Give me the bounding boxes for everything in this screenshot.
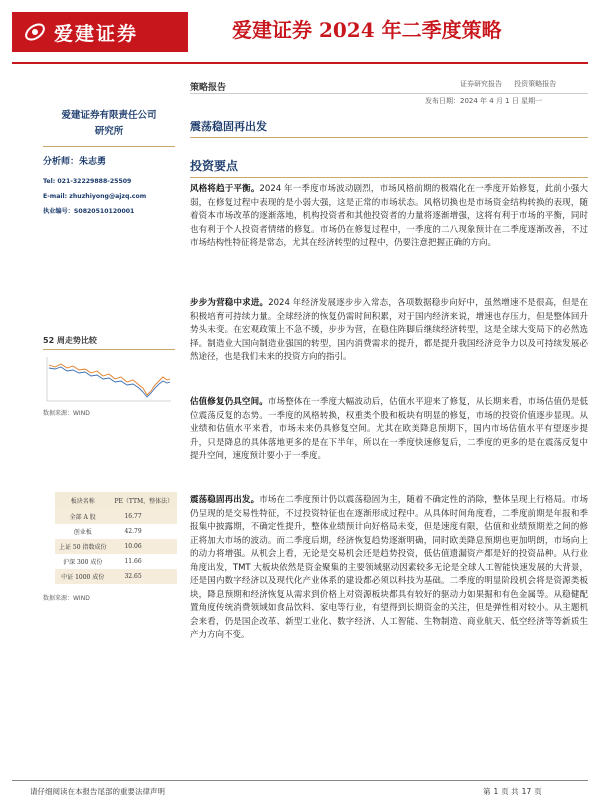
paragraph-lead: 震荡稳固再出发。 — [190, 495, 260, 505]
legal-disclaimer-link[interactable]: 请仔细阅读在本报告尾部的重要法律声明 — [30, 787, 165, 796]
table-cell-name: 沪深 300 成份 — [63, 559, 103, 566]
table-header-pe: PE（TTM，整体法） — [110, 492, 177, 509]
table-cell-pe: 42.79 — [124, 528, 142, 535]
document-type: 策略报告 — [190, 83, 227, 93]
table-cell-name: 全部 A 股 — [55, 509, 110, 524]
table-row — [55, 524, 177, 539]
table-row — [55, 569, 177, 584]
paragraph-text: 2024 年一季度市场波动剧烈，市场风格前期的极端化在一季度开始修复，此前小强大弱，在修复过程中表现的是小弱大强，这是正常的市场状态。风格切换也是市场资金结构转换的表现，随着资本市场改革的逐渐落地，机构投资者和其他投资者的力量将逐渐增强，这将有利于市场的平衡，同时也有利于个人投资者情绪的修复。市场仍在修复过程中，一季度的二八现象预计在二季度逐渐改善，不过市场结构性特征将是常态，尤其在经济转型的过程中，仍要注意把握正确的方向。 — [190, 184, 588, 248]
page-indicator — [480, 786, 542, 797]
valuation-table — [55, 492, 177, 584]
analyst-license: 执业编号：S0820510120001 — [43, 208, 135, 215]
paragraph-text: 市场整体在一季度大幅波动后，估值水平迎来了修复，从长期来看，市场估值仍是低位震荡反复的态势。一季度的风格转换，权重类个股和板块有明显的修复，市场的投资价值逐步显现。从业绩和估值水平来看，市场未来仍具修复空间。尤其在欧美降息预期下，国内市场估值水平有望逐步提升，只是降息的具体落地更多的是在下半年，所以在一季度快速修复后，二季度的更多的是在震荡反复中提升空间，速度预计要小于一季度。 — [190, 397, 588, 461]
paragraph-style-balance — [190, 183, 588, 251]
table-cell-pe: 16.77 — [110, 509, 177, 524]
heading-divider — [190, 137, 588, 138]
main-heading: 震荡稳固再出发 — [190, 120, 267, 133]
chart-title: 52 周走势比较 — [43, 335, 175, 350]
paragraph-restart — [190, 494, 588, 643]
paragraph-lead: 估值修复仍具空间。 — [190, 397, 268, 407]
paragraph-lead: 风格将趋于平衡。 — [190, 184, 260, 194]
publish-date: 发布日期：2024 年 4 月 1 日 星期一 — [425, 97, 543, 105]
analyst-tel: Tel: 021-32229888-25509 — [43, 178, 132, 185]
paragraph-text: 2024 年经济发展逐步步入常态，各项数据稳步向好中，虽然增速不是很高，但是在积极培育可持续力量。全球经济的恢复仍需时间积累，对于国内经济来说，增速也存压力，但是整体回升势头未变。在宏观政策上不急不缓，步步为营，在稳住阵脚后继续经济转型，这是全球大变局下的必然选择。制造业大国向制造业强国的转型，国内消费需求的提升，都是提升我国经济竞争力以及可持续发展必然途径，也是我们未来的投资方向的指引。 — [190, 298, 588, 362]
table-cell-pe: 10.06 — [110, 539, 177, 554]
page-label: 第 — [483, 787, 491, 796]
chart-series-line-1 — [49, 364, 170, 395]
paragraph-steady-progress — [190, 297, 588, 365]
page-end-label: 页 — [534, 787, 542, 796]
table-cell-pe: 32.65 — [110, 569, 177, 584]
paragraph-lead: 步步为营稳中求进。 — [190, 298, 269, 308]
footer-divider — [12, 780, 588, 781]
report-tags — [450, 79, 556, 89]
analyst-name: 分析师：朱志勇 — [43, 157, 107, 167]
header-divider — [12, 62, 588, 64]
trend-chart-52-week — [43, 355, 175, 405]
table-header-row — [55, 492, 177, 509]
tag-research-report: 证券研究报告 — [460, 80, 502, 88]
page-number: 1 — [493, 787, 499, 796]
table-header-sector: 板块名称 — [55, 492, 110, 509]
table-row — [55, 509, 177, 524]
report-title: 爱建证券 2024 年二季度策略 — [232, 18, 502, 42]
department-name: 研究所 — [94, 126, 124, 137]
chart-series-line-2 — [49, 367, 170, 397]
table-cell-name: 中证 1000 成份 — [55, 569, 110, 584]
company-name: 爱建证券有限责任公司 — [61, 110, 157, 121]
analyst-email: E-mail: zhuzhiyong@ajzq.com — [43, 193, 147, 200]
page-total: 17 — [521, 787, 532, 796]
table-row — [55, 539, 177, 554]
chart-source: 数据来源：WIND — [43, 410, 90, 417]
page-mid-label: 页 共 — [501, 787, 519, 796]
logo-text: 爱建证券 — [54, 22, 139, 45]
section-divider — [190, 177, 588, 178]
section-title: 投资要点 — [190, 159, 239, 173]
company-block — [43, 108, 175, 147]
paragraph-text: 市场在二季度预计仍以震荡稳固为主，随着不确定性的消除，整体呈现上行格局。市场仍呈现的是交易性特征，不过投资特征也在逐渐形成过程中。从具体时间角度看，二季度前期是年报和季报集中披露期，不确定性提升，整体业绩预计向好格局未变，但是速度有限，估值和业绩预期差之间的修正将加大市场的波动。而二季度后期，经济恢复趋势逐渐明确，同时欧美降息预期也更加明朗，市场向上的动力将增强。从机会上看，无论是交易机会还是趋势投资，低估值遗漏资产都是好的投资品种。从行业角度出发，TMT 大板块依然是资金聚集的主要领域驱动因素较多无论是全球人工智能快速发展的大背景，还是国内数字经济以及现代化产业体系的建设都必须以科技为基础。二季度的明显阶段机会将是资源类板块，降息预期和经济恢复从需求到价格上对资源板块都具有较好的驱动力如果掘和有色金属等。从稳健配置角度传统消费领域如食品饮料、家电等行业，有望得到长期资金的关注，但是弹性相对较小。从主题机会来看，仍是国企改革、新型工业化、数字经济、人工智能、生物制造、商业航天、低空经济等等新质生产力方向不变。 — [190, 495, 588, 640]
table-cell-name: 创业板 — [73, 529, 92, 536]
table-source: 数据来源：WIND — [43, 595, 90, 602]
paragraph-valuation-repair — [190, 396, 588, 464]
sidebar — [43, 108, 175, 219]
subheader-divider — [190, 93, 588, 94]
tag-strategy-report: 投资策略报告 — [514, 80, 557, 88]
brand-logo — [12, 12, 188, 52]
table-row — [55, 554, 177, 569]
table-cell-name: 上证 50 指数成份 — [55, 539, 110, 554]
table-cell-pe: 11.66 — [124, 558, 142, 565]
logo-emblem-icon — [24, 21, 46, 43]
